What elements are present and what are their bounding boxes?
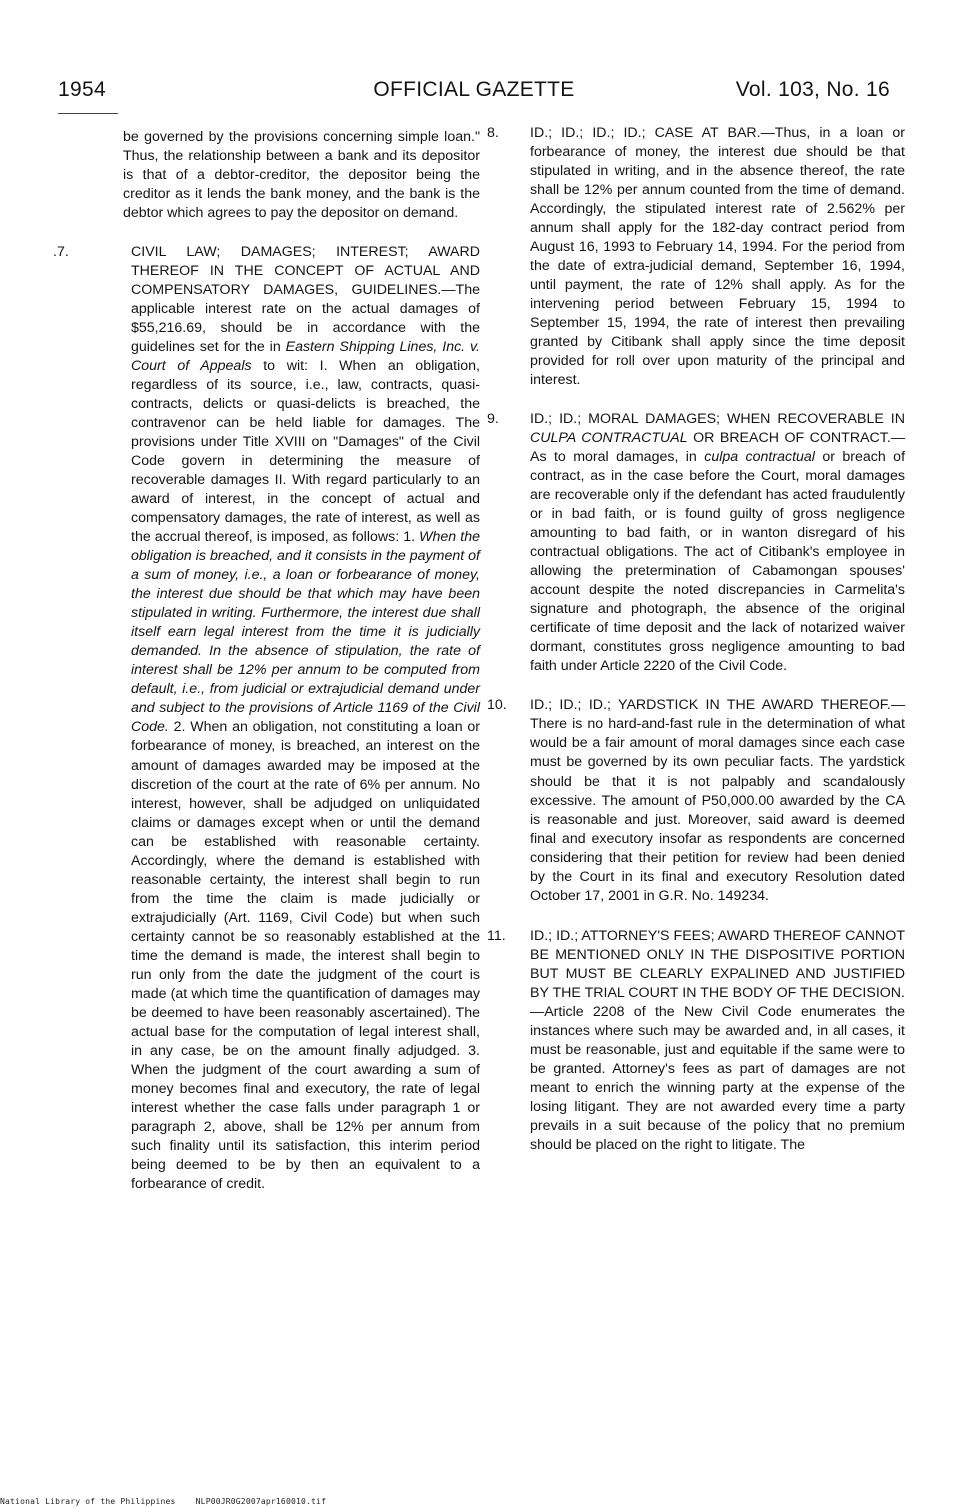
item-number: 10. xyxy=(487,697,507,714)
item-heading-italic: CULPA CONTRACTUAL xyxy=(530,430,688,447)
item-heading: ID.; ID.; MORAL DAMAGES; WHEN RECOVERABLE IN xyxy=(530,411,905,428)
volume-issue: Vol. 103, No. 16 xyxy=(735,78,890,101)
item-body: —Thus, in a loan or forbearance of money, the interest due should be that stipulated in writing, and in the absence thereof, the rate shall be 12% per annum counted from the time of demand. Accordingly, the stipulated interest rate of 2.562% per annum shall apply for the 182-day contract period from August 16, 1993 to February 14, 1994. For the period from the date of extra-judicial demand, September 16, 1994, until payment, the rate of 12% shall apply. As for the intervening period between February 15, 1994 to September 15, 1994, the rate of interest then prevailing granted by Citibank shall apply since the time deposit provided for roll over upon maturity of the principal and interest. xyxy=(530,125,906,389)
item-number: .7. xyxy=(53,244,69,261)
item-heading: CIVIL LAW; DAMAGES; INTEREST; AWARD THEREOF IN THE CONCEPT OF ACTUAL AND COMPENSATORY DAMAGES, GUIDELINES. xyxy=(131,244,480,299)
item-number: 9. xyxy=(487,411,499,428)
library-credit: National Library of the Philippines xyxy=(0,1497,176,1506)
publication-title: OFFICIAL GAZETTE xyxy=(373,78,575,101)
syllabus-item-9 xyxy=(487,410,905,676)
item-body: to wit: I. When an obligation, regardless of its source, i.e., law, contracts, quasi-contracts, delicts or quasi-delicts is breached, the contravenor can be held liable for damages. The provisions under Title XVIII on "Damages" of the Civil Code govern in determining the measure of recoverable damages II. With regard particularly to an award of interest, in the concept of actual and compensatory damages, the rate of interest, as well as the accrual thereof, is imposed, as follows: 1. xyxy=(131,358,480,546)
syllabus-item-8 xyxy=(487,124,905,390)
item-number: 11. xyxy=(487,927,506,944)
syllabus-item-10 xyxy=(487,696,905,905)
item-body-intro: —The applicable interest rate on the actual damages of $55,216.69, should be in accordance with the guidelines set for the in xyxy=(131,282,480,356)
page-number: 1954 xyxy=(58,78,106,101)
item-body-intro: —As to moral damages, in xyxy=(530,430,905,466)
syllabus-item-7 xyxy=(53,243,480,1194)
item-body-continued: 2. When an obligation, not constituting a loan or forbearance of money, is breached, an interest on the amount of damages awarded may be imposed at the discretion of the court at the rate of 6% per annum. No interest, however, shall be adjudged on unliquidated claims or damages except when or until the demand can be established with reasonable certainty. Accordingly, where the demand is established with reasonable certainty, the interest shall begin to run from the time the claim is made judicially or extrajudicially (Art. 1169, Civil Code) but when such certainty cannot be so reasonably established at the time the demand is made, the interest shall begin to run only from the date the judgment of the court is made (at which time the quantification of damages may be deemed to have been reasonably ascertained). The actual base for the computation of legal interest shall, in any case, be on the amount finally adjudged. 3. When the judgment of the court awarding a sum of money becomes final and executory, the rate of legal interest whether the case falls under paragraph 1 or paragraph 2, above, shall be 12% per annum from such finality until its satisfaction, this interim period being deemed to be by then an equivalent to a forbearance of credit. xyxy=(131,719,480,1192)
item-number: 8. xyxy=(487,125,499,141)
item-heading: ID.; ID.; ATTORNEY'S FEES; AWARD THEREOF CANNOT BE MENTIONED ONLY IN THE DISPOSITIVE PORTION BUT MUST BE CLEARLY EXPALINED AND JUSTIFIED BY THE TRIAL COURT IN THE BODY OF THE DECISION. xyxy=(530,927,905,1001)
item-heading: ID.; ID.; ID.; ID.; CASE AT BAR. xyxy=(530,125,761,141)
scan-footer xyxy=(0,1497,326,1506)
left-column xyxy=(53,128,480,1194)
item-body: —Article 2208 of the New Civil Code enumerates the instances where such may be awarded and, in all cases, it must be reasonable, just and equitable if the same were to be granted. Attorney's fees as part of damages are not meant to enrich the winning party at the expense of the losing litigant. They are not awarded every time a party prevails in a suit because of the policy that no premium should be placed on the right to litigate. The xyxy=(530,1003,905,1153)
right-column xyxy=(487,124,905,1155)
item-body: —There is no hard-and-fast rule in the determination of what would be a fair amount of moral damages since each case must be governed by its own peculiar facts. The yardstick should be that it is not palpably and scandalously excessive. The amount of P50,000.00 awarded by the CA is reasonable and just. Moreover, said award is deemed final and executory insofar as respondents are concerned considering that their petition for review had been denied by the Court in its final and executory Resolution dated October 17, 2001 in G.R. No. 149234. xyxy=(530,697,905,904)
item-body: or breach of contract, as in the case before the Court, moral damages are recoverable only if the defendant has acted fraudulently or in bad faith, or is found guilty of gross negligence amounting to bad faith, or in wanton disregard of his contractual obligations. The act of Citibank's employee in allowing the pretermination of Cabamongan spouses' account despite the noted discrepancies in Carmelita's signature and photograph, the absence of the original certificate of time deposit and the lack of notarized waiver dormant, constitutes gross negligence amounting to bad faith under Article 2220 of the Civil Code. xyxy=(530,449,906,675)
continued-paragraph: be governed by the provisions concerning simple loan." Thus, the relationship between a bank and its depositor is that of a debtor-creditor, the depositor being the creditor as it lends the bank money, and the bank is the debtor which agrees to pay the depositor on demand. xyxy=(123,129,480,222)
case-citation: Eastern Shipping Lines, Inc. v. Court of Appeals xyxy=(131,339,480,375)
item-heading-end: OR BREACH OF CONTRACT. xyxy=(687,430,891,447)
page-header xyxy=(58,78,890,114)
scan-filename: NLP00JR0G2007apr160010.tif xyxy=(195,1497,327,1506)
italic-rule: When the obligation is breached, and it consists in the payment of a sum of money, i.e., a loan or forbearance of money, the interest due should be that which may have been stipulated in writing. Furthermore, the interest due shall itself earn legal interest from the time it is judicially demanded. In the absence of stipulation, the rate of interest shall be 12% per annum to be computed from default, i.e., from judicial or extrajudicial demand under and subject to the provisions of Article 1169 of the Civil Code. xyxy=(131,529,480,736)
header-rule xyxy=(58,113,118,114)
item-body-italic: culpa contractual xyxy=(704,449,815,466)
item-heading: ID.; ID.; ID.; YARDSTICK IN THE AWARD THEREOF. xyxy=(530,697,891,714)
syllabus-item-11 xyxy=(487,927,905,1155)
